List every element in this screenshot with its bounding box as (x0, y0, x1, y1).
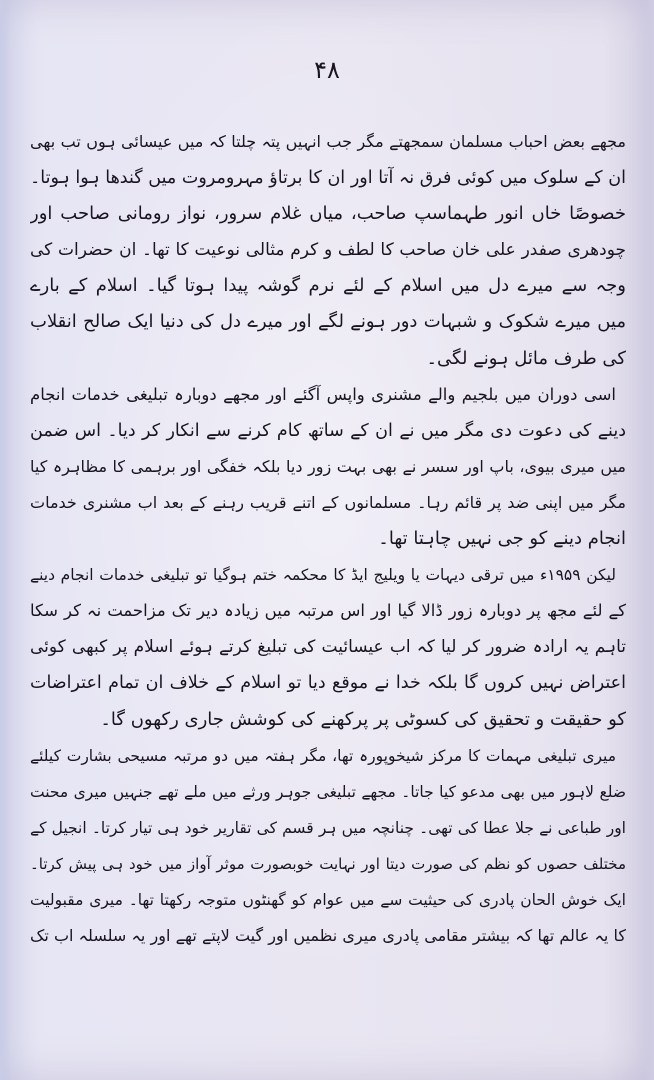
text-line: مختلف حصوں کو نظم کی صورت دیتا اور نہایت خوبصورت موثر آواز میں خود ہی پیش کرتا۔ (30, 854, 626, 873)
page-number: ۴۸ (314, 56, 340, 84)
page-edge-right (640, 0, 654, 1080)
text-line: ضلع لاہور میں بھی مدعو کیا جاتا۔ مجھے تبلیغی جوہر ورثے میں ملے تھے جنہیں میری محنت (30, 782, 626, 801)
text-line: میں میرے شکوک و شبہات دور ہونے لگے اور میرے دل کی دنیا ایک صالح انقلاب (30, 311, 626, 333)
text-line: ان کے سلوک میں کوئی فرق نہ آتا اور ان کا برتاؤ مہرومروت میں گندھا ہوا ہوتا۔ (30, 168, 626, 189)
text-line: کا یہ عالم تھا کہ بیشتر مقامی پادری میری نظمیں اور گیت لاپتے تھے اور یہ سلسلہ اب تک (30, 926, 626, 946)
text-line: مجھے بعض احباب مسلمان سمجھتے مگر جب انہیں پتہ چلتا کہ میں عیسائی ہوں تب بھی (30, 132, 626, 151)
text-line: وجہ سے میرے دل میں اسلام کے لئے نرم گوشہ پیدا ہوتا گیا۔ اسلام کے بارے (30, 275, 626, 297)
text-line: ایک خوش الحان پادری کی حیثیت سے میں عوام کو گھنٹوں متوجہ رکھتا تھا۔ میری مقبولیت (30, 890, 626, 909)
text-line: اعتراض نہیں کروں گا بلکہ خدا نے موقع دیا تو اسلام کے خلاف ان تمام اعتراضات (30, 673, 626, 694)
text-line: میں میری بیوی، باپ اور سسر نے بھی بہت زور دیا بلکہ خفگی اور برہمی کا مظاہرہ کیا (30, 456, 626, 476)
text-line: کو حقیقت و تحقیق کی کسوٹی پر پرکھنے کی کوشش جاری رکھوں گا۔ (100, 708, 626, 730)
text-line: تاہم یہ ارادہ ضرور کر لیا کہ اب عیسائیت کی تبلیغ کرتے ہوئے اسلام پر کبھی کوئی (30, 637, 626, 658)
text-line: انجام دینے کو جی نہیں چاہتا تھا۔ (378, 528, 626, 550)
text-line: میری تبلیغی مہمات کا مرکز شیخوپورہ تھا، مگر ہفتہ میں دو مرتبہ مسیحی بشارت کیلئے (30, 746, 616, 765)
text-line: کی طرف مائل ہونے لگی۔ (426, 347, 626, 369)
page-edge-left (0, 0, 10, 1080)
text-line: اور طباعی نے جلا عطا کی تھی۔ چنانچہ میں ہر قسم کی تقاریر خود ہی تیار کرتا۔ انجیل کے (30, 818, 626, 837)
text-line: مگر میں اپنی ضد پر قائم رہا۔ مسلمانوں کے اتنے قریب رہنے کے بعد اب مشنری خدمات (30, 492, 626, 512)
text-line: دینے کی دعوت دی مگر میں نے ان کے ساتھ کام کرنے سے انکار کر دیا۔ اس ضمن (30, 420, 626, 441)
urdu-body-text (30, 124, 626, 954)
text-line: لیکن ۱۹۵۹ء میں ترقی دیہات یا ویلیج ایڈ کا محکمہ ختم ہوگیا تو تبلیغی خدمات انجام دینے (30, 566, 617, 585)
text-line: کے لئے مجھ پر دوبارہ زور ڈالا گیا اور اس مرتبہ میں زیادہ دیر تک مزاحمت نہ کر سکا (30, 601, 626, 621)
text-line: خصوصًا خاں انور طہماسپ صاحب، میاں غلام سرور، نواز رومانی صاحب اور (30, 203, 626, 225)
text-line: اسی دوران میں بلجیم والے مشنری واپس آگئے اور مجھے دوبارہ تبلیغی خدمات انجام (30, 384, 616, 404)
text-line: چودھری صفدر علی خان صاحب کا لطف و کرم مثالی نوعیت کا تھا۔ ان حضرات کی (30, 240, 626, 261)
